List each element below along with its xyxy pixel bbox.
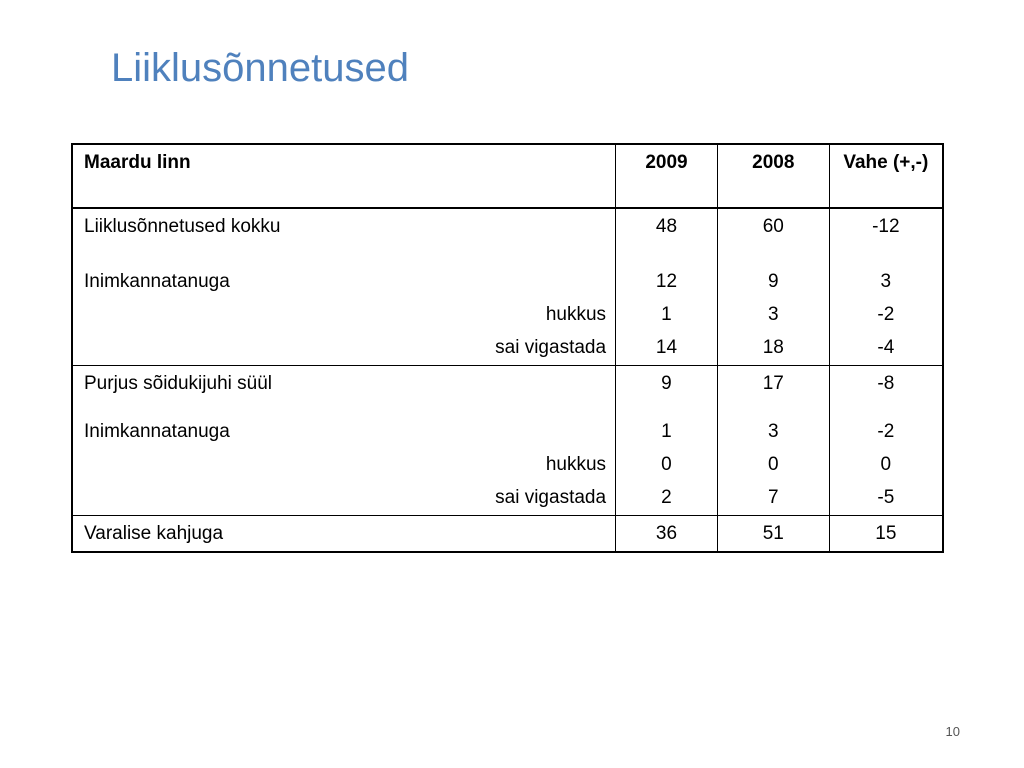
value-2009: 2 (616, 476, 718, 516)
value-difference: 3 (829, 238, 943, 293)
row-label: Purjus sõidukijuhi süül (72, 366, 616, 396)
table-row (72, 395, 943, 443)
value-2008: 3 (717, 395, 829, 443)
row-sublabel: sai vigastada (72, 476, 616, 516)
value-difference: -12 (829, 208, 943, 238)
table-row (72, 238, 943, 293)
value-difference: 0 (829, 443, 943, 476)
table-row (72, 443, 943, 476)
header-city: Maardu linn (72, 144, 616, 208)
header-2009: 2009 (616, 144, 718, 208)
value-2009: 1 (616, 293, 718, 326)
accident-statistics-table (71, 143, 944, 553)
row-label: Varalise kahjuga (72, 516, 616, 553)
value-2008: 18 (717, 326, 829, 366)
value-2008: 0 (717, 443, 829, 476)
slide-title: Liiklusõnnetused (111, 46, 409, 90)
header-2008: 2008 (717, 144, 829, 208)
value-difference: -2 (829, 293, 943, 326)
value-difference: -4 (829, 326, 943, 366)
row-label: Liiklusõnnetused kokku (72, 208, 616, 238)
table-header-row (72, 144, 943, 208)
value-difference: 15 (829, 516, 943, 553)
value-2009: 1 (616, 395, 718, 443)
row-sublabel: sai vigastada (72, 326, 616, 366)
value-2009: 12 (616, 238, 718, 293)
value-2009: 0 (616, 443, 718, 476)
value-difference: -8 (829, 366, 943, 396)
header-difference: Vahe (+,-) (829, 144, 943, 208)
value-2008: 3 (717, 293, 829, 326)
value-2008: 17 (717, 366, 829, 396)
value-difference: -5 (829, 476, 943, 516)
value-2008: 60 (717, 208, 829, 238)
value-2009: 14 (616, 326, 718, 366)
row-label: Inimkannatanuga (72, 395, 616, 443)
row-sublabel: hukkus (72, 293, 616, 326)
value-2008: 51 (717, 516, 829, 553)
table-row (72, 366, 943, 396)
table-row (72, 476, 943, 516)
page-number: 10 (945, 724, 960, 739)
table-row (72, 208, 943, 238)
table-row (72, 516, 943, 553)
value-2009: 36 (616, 516, 718, 553)
table-row (72, 326, 943, 366)
value-difference: -2 (829, 395, 943, 443)
row-sublabel: hukkus (72, 443, 616, 476)
value-2008: 9 (717, 238, 829, 293)
table-row (72, 293, 943, 326)
value-2008: 7 (717, 476, 829, 516)
value-2009: 9 (616, 366, 718, 396)
value-2009: 48 (616, 208, 718, 238)
row-label: Inimkannatanuga (72, 238, 616, 293)
